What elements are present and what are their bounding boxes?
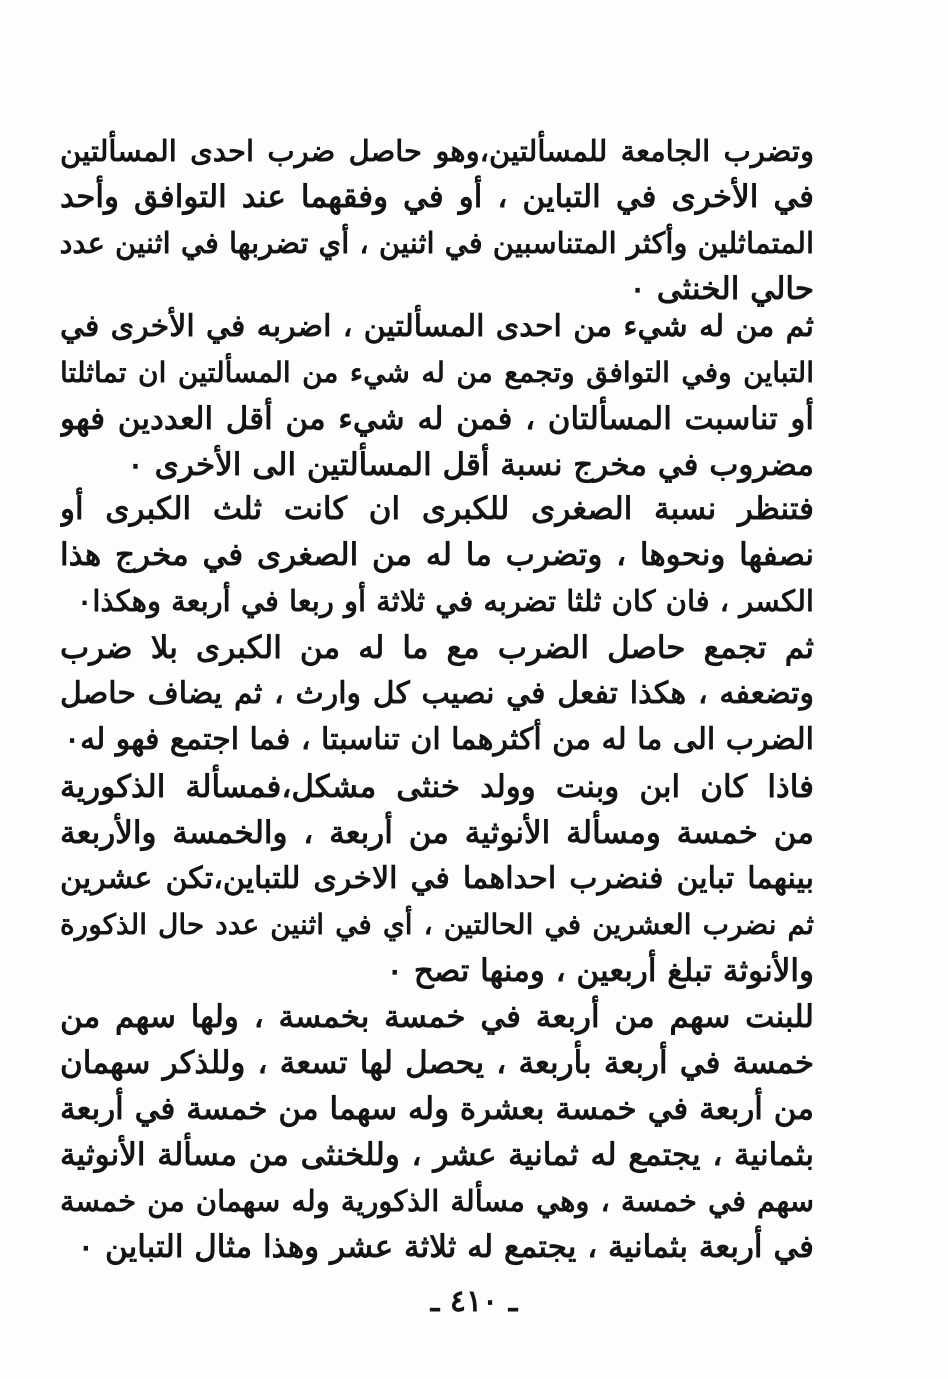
text-line: من خمسة ومسألة الأنوثية من أربعة ، والخمسة والأربعة: [60, 815, 814, 851]
text-line: ثم نضرب العشرين في الحالتين ، أي في اثنين عدد حال الذكورة: [60, 908, 814, 941]
text-line: التباين وفي التوافق وتجمع من له شيء من المسألتين ان تماثلتا: [60, 356, 814, 389]
paragraph-5: [60, 764, 814, 994]
text-line: الضرب الى ما له من أكثرهما ان تناسبتا ، فما اجتمع فهو له٠: [63, 722, 814, 757]
text-line: الكسر ، فان كان ثلثا تضربه في ثلاثة أو ربعا في أربعة وهكذا٠: [76, 584, 814, 618]
paragraph-1: [60, 128, 814, 312]
text-line: ثم من له شيء من احدى المسألتين ، اضربه في الأخرى في: [60, 309, 814, 344]
paragraph-3: [60, 486, 814, 624]
text-line: المتماثلين وأكثر المتناسبين في اثنين ، أي تضربها في اثنين عدد: [60, 226, 814, 260]
text-line: بثمانية ، يجتمع له ثمانية عشر ، وللخنثى من مسألة الأنوثية: [60, 1137, 814, 1173]
text-line: للبنت سهم من أربعة في خمسة بخمسة ، ولها سهم من: [60, 999, 814, 1035]
text-line: والأنوثة تبلغ أربعين ، ومنها تصح ٠: [386, 953, 814, 989]
text-line: أو تناسبت المسألتان ، فمن له شيء من أقل العددين فهو: [60, 401, 814, 437]
text-line: بينهما تباين فنضرب احداهما في الاخرى للتباين،تكن عشرين: [60, 861, 814, 896]
text-line: ثم تجمع حاصل الضرب مع ما له من الكبرى بلا ضرب: [60, 630, 814, 666]
text-line: خمسة في أربعة بأربعة ، يحصل لها تسعة ، وللذكر سهمان: [60, 1045, 814, 1081]
text-line: فاذا كان ابن وبنت وولد خنثى مشكل،فمسألة الذكورية: [60, 769, 814, 805]
text-line: فتنظر نسبة الصغرى للكبرى ان كانت ثلث الكبرى أو: [60, 491, 814, 527]
text-line: في الأخرى في التباين ، أو في وفقهما عند التوافق وأحد: [60, 179, 814, 215]
paragraph-4: [60, 625, 814, 763]
text-line: وتضرب الجامعة للمسألتين،وهو حاصل ضرب احدى المسألتين: [60, 134, 814, 168]
text-line: من أربعة في خمسة بعشرة وله سهما من خمسة في أربعة: [60, 1091, 814, 1127]
text-line: نصفها ونحوها ، وتضرب ما له من الصغرى في مخرج هذا: [60, 537, 814, 573]
text-line: وتضعفه ، هكذا تفعل في نصيب كل وارث ، ثم يضاف حاصل: [60, 676, 814, 711]
text-line: مضروب في مخرج نسبة أقل المسألتين الى الأخرى ٠: [127, 447, 814, 483]
paragraph-6: [60, 994, 814, 1270]
text-line: في أربعة بثمانية ، يجتمع له ثلاثة عشر وهذا مثال التباين ٠: [77, 1229, 814, 1265]
text-line: حالي الخنثى ٠: [629, 271, 814, 307]
page-number: ـ ٤١٠ ـ: [430, 1284, 518, 1319]
text-line: سهم في خمسة ، وهي مسألة الذكورية وله سهمان من خمسة: [60, 1184, 814, 1218]
paragraph-2: [60, 304, 814, 488]
